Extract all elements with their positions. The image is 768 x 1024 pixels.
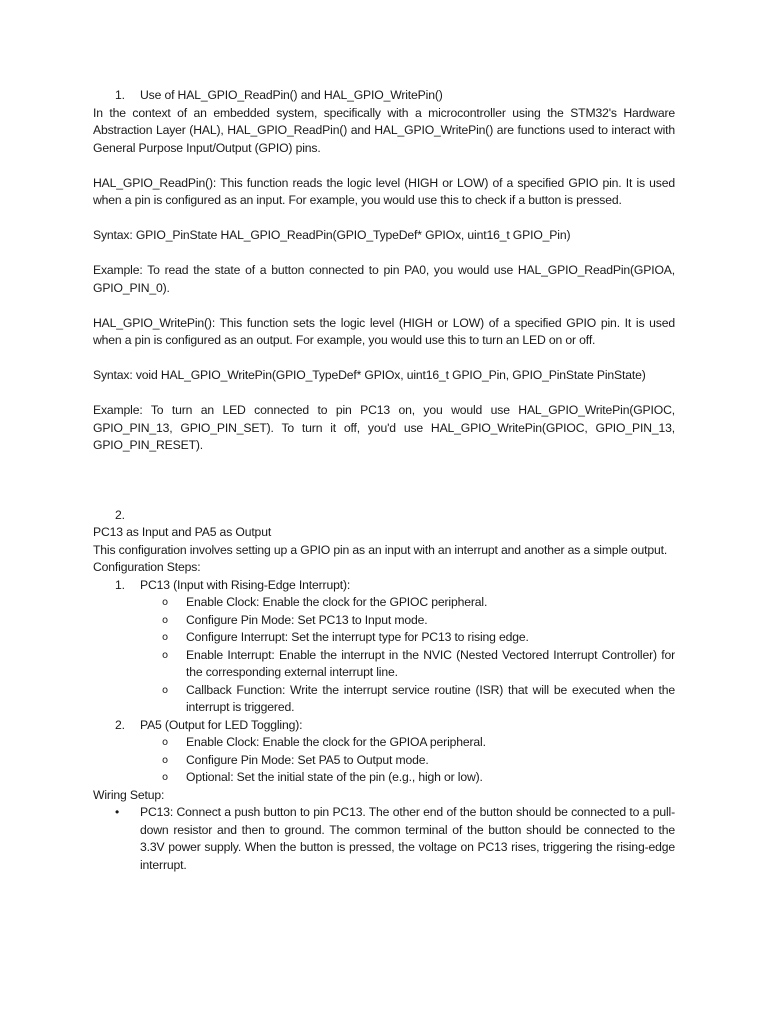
section-2-intro: This configuration involves setting up a GPIO pin as an input with an interrupt and another as a simple output. [93, 542, 668, 557]
readpin-description: HAL_GPIO_ReadPin(): This function reads the logic level (HIGH or LOW) of a specified GPIO pin. It is used when a pin is configured as an input. For example, you would use this to check if a button is pressed. [93, 175, 675, 207]
config-step-number: 2. [115, 717, 125, 732]
config-step-title: PC13 (Input with Rising-Edge Interrupt): [140, 577, 351, 592]
section-2-number: 2. [115, 507, 125, 522]
wiring-item [93, 804, 675, 874]
config-step-item-text: Optional: Set the initial state of the pin (e.g., high or low). [186, 770, 483, 784]
section-2-number-line [93, 507, 675, 525]
config-step-item [140, 647, 675, 682]
config-step-item [140, 752, 675, 770]
hollow-bullet-icon: o [162, 772, 168, 783]
config-step-item-text: Enable Clock: Enable the clock for the GPIOC peripheral. [186, 595, 488, 609]
wiring-setup-list [93, 804, 675, 874]
writepin-example: Example: To turn an LED connected to pin PC13 on, you would use HAL_GPIO_WritePin(GPIOC, GPIO_PIN_13, GPIO_PIN_SET). To turn it off, you'd use HAL_GPIO_WritePin(GPIOC, GPIO_PIN_13, GPIO_PIN_RESET). [93, 403, 675, 452]
hollow-bullet-icon: o [162, 614, 168, 626]
writepin-description: HAL_GPIO_WritePin(): This function sets the logic level (HIGH or LOW) of a specified GPIO pin. It is used when a pin is configured as an output. For example, you would use this to turn an LED on or off. [93, 315, 675, 347]
config-step-item [140, 629, 675, 647]
config-step-item-text: Configure Pin Mode: Set PA5 to Output mode. [186, 752, 429, 767]
config-step-item-text: Callback Function: Write the interrupt service routine (ISR) that will be executed when the interrupt is triggered. [186, 682, 675, 714]
readpin-syntax: Syntax: GPIO_PinState HAL_GPIO_ReadPin(GPIO_TypeDef* GPIOx, uint16_t GPIO_Pin) [93, 228, 571, 242]
wiring-setup-label: Wiring Setup: [93, 787, 165, 802]
section-1-number: 1. [115, 88, 125, 102]
config-step [93, 577, 675, 595]
configuration-steps-list [93, 577, 675, 787]
section-1-heading [93, 87, 675, 105]
config-step [93, 717, 675, 735]
hollow-bullet-icon: o [162, 649, 168, 661]
config-step-item [140, 682, 675, 717]
document-body [93, 87, 675, 874]
bullet-icon: • [115, 805, 120, 819]
section-1-title: Use of HAL_GPIO_ReadPin() and HAL_GPIO_WritePin() [140, 88, 443, 102]
config-step-title: PA5 (Output for LED Toggling): [140, 717, 303, 732]
configuration-steps-label: Configuration Steps: [93, 560, 201, 574]
section-2-title: PC13 as Input and PA5 as Output [93, 525, 272, 539]
section-1-intro: In the context of an embedded system, specifically with a microcontroller using the STM32's Hardware Abstraction Layer (HAL), HAL_GPIO_ReadPin() and HAL_GPIO_WritePin() are functions used to interact with General Purpose Input/Output (GPIO) pins. [93, 105, 675, 155]
hollow-bullet-icon: o [162, 684, 168, 696]
hollow-bullet-icon: o [162, 737, 168, 748]
wiring-item-text: PC13: Connect a push button to pin PC13. The other end of the button should be connected to a pull-down resistor and then to ground. The common terminal of the button should be connected to the 3.3V power supply. When the button is pressed, the voltage on PC13 rises, triggering the rising-edge interrupt. [140, 805, 675, 872]
config-step-item [140, 734, 675, 752]
config-step-item [140, 769, 675, 787]
config-step-item-text: Configure Pin Mode: Set PC13 to Input mode. [186, 612, 428, 627]
config-step-item [140, 594, 675, 612]
config-step-number: 1. [115, 577, 125, 592]
config-step-item-text: Enable Interrupt: Enable the interrupt in the NVIC (Nested Vectored Interrupt Controller) for the corresponding external interrupt line. [186, 647, 675, 679]
hollow-bullet-icon: o [162, 597, 168, 608]
hollow-bullet-icon: o [162, 754, 168, 766]
hollow-bullet-icon: o [162, 632, 168, 643]
config-step-item [140, 612, 675, 630]
writepin-syntax: Syntax: void HAL_GPIO_WritePin(GPIO_TypeDef* GPIOx, uint16_t GPIO_Pin, GPIO_PinState PinState) [93, 368, 646, 382]
readpin-example: Example: To read the state of a button connected to pin PA0, you would use HAL_GPIO_ReadPin(GPIOA, GPIO_PIN_0). [93, 263, 675, 295]
config-step-item-text: Enable Clock: Enable the clock for the GPIOA peripheral. [186, 735, 486, 749]
config-step-item-text: Configure Interrupt: Set the interrupt type for PC13 to rising edge. [186, 630, 529, 644]
